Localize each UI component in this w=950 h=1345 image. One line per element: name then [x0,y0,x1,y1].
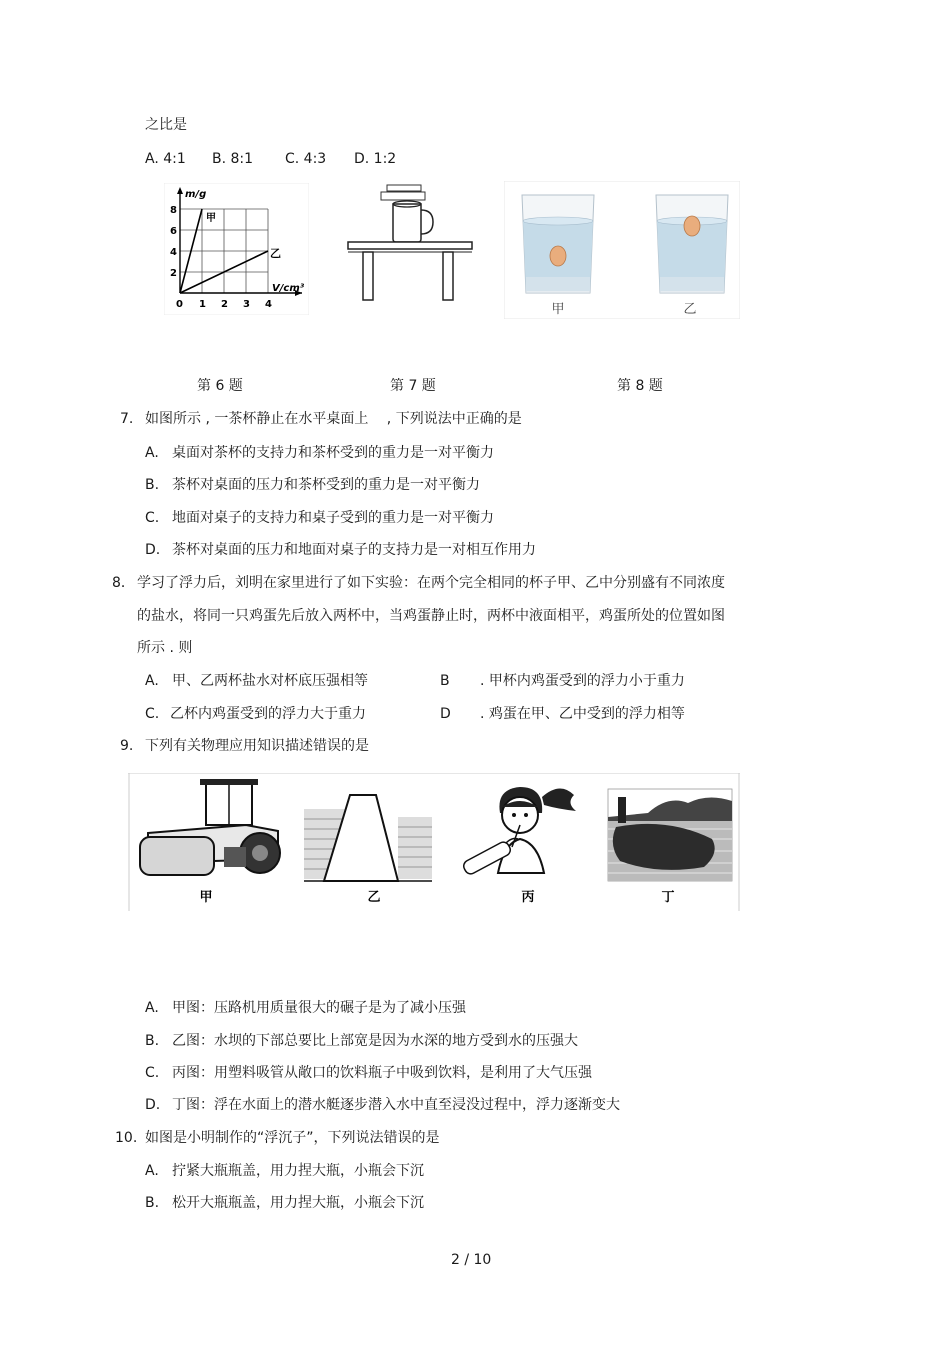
q8-stem-line3: 所示 . 则 [137,640,193,656]
page-number: 2 / 10 [451,1252,492,1268]
q8-option-c: 乙杯内鸡蛋受到的浮力大于重力 [170,706,366,722]
q8-stem-line2: 的盐水，将同一只鸡蛋先后放入两杯中，当鸡蛋静止时，两杯中液面相平，鸡蛋所处的位置如图 [137,608,725,624]
graph-ytick: 4 [170,247,177,258]
q8-option-a-letter: A. [145,673,159,689]
q7-option-c-letter: C. [145,510,160,526]
q10-option-a: 拧紧大瓶瓶盖，用力捏大瓶，小瓶会下沉 [172,1163,424,1179]
q6-option-d: D. 1:2 [354,151,397,167]
mass-volume-graph [164,183,309,315]
q7-option-d: 茶杯对桌面的压力和地面对桌子的支持力是一对相互作用力 [172,542,536,558]
q8-option-a: 甲、乙两杯盐水对杯底压强相等 [172,673,368,689]
egg-sunk-icon [550,246,566,266]
q10-number: 10. [115,1130,138,1146]
q8-option-b-letter: B [440,673,450,689]
q8-option-c-letter: C. [145,706,160,722]
graph-xtick: 0 [176,299,183,310]
q6-option-a: A. 4:1 [145,151,186,167]
road-roller-icon [140,779,280,875]
graph-label-jia: 甲 [206,213,216,224]
q8-option-b: . 甲杯内鸡蛋受到的浮力小于重力 [480,673,685,689]
q7-option-d-letter: D. [145,542,161,558]
q9-option-d: 丁图：浮在水面上的潜水艇逐步潜入水中直至浸没过程中，浮力逐渐变大 [172,1097,620,1113]
graph-ytick: 6 [170,226,177,237]
q6-option-b: B. 8:1 [212,151,254,167]
fig9-label-yi: 乙 [367,890,381,905]
q8-number: 8． [112,575,135,591]
q10-option-a-letter: A. [145,1163,159,1179]
q6-stem-end: 之比是 [145,117,187,133]
q7-number: 7. [120,411,134,427]
teacup-icon [393,204,421,242]
fig8-label-yi: 乙 [683,302,697,317]
q9-option-d-letter: D. [145,1097,161,1113]
fig9-label-jia: 甲 [199,890,213,905]
caption-q8: 第 8 题 [617,378,663,394]
q10-option-b: 松开大瓶瓶盖，用力捏大瓶，小瓶会下沉 [172,1195,424,1211]
graph-ylabel: m/g [185,189,207,200]
q9-option-c-letter: C. [145,1065,160,1081]
q7-option-a-letter: A. [145,445,159,461]
egg-suspended-icon [684,216,700,236]
graph-xtick: 3 [243,299,250,310]
q8-option-d: . 鸡蛋在甲、乙中受到的浮力相等 [480,706,685,722]
q7-option-c: 地面对桌子的支持力和桌子受到的重力是一对平衡力 [172,510,494,526]
q9-stem: 下列有关物理应用知识描述错误的是 [145,738,369,754]
girl-drinking-icon [462,787,576,876]
q9-option-b: 乙图：水坝的下部总要比上部宽是因为水深的地方受到水的压强大 [172,1033,578,1049]
teacup-on-table-figure [345,182,475,304]
physics-applications-figure [128,773,740,911]
submarine-icon [608,789,732,881]
q9-option-b-letter: B. [145,1033,160,1049]
graph-xtick: 4 [265,299,272,310]
q9-option-a: 甲图：压路机用质量很大的碾子是为了减小压强 [172,1000,466,1016]
q9-option-c: 丙图：用塑料吸管从敞口的饮料瓶子中吸到饮料，是利用了大气压强 [172,1065,592,1081]
dam-icon [304,795,432,881]
q8-option-d-letter: D [440,706,451,722]
graph-label-yi: 乙 [270,247,281,260]
q10-stem: 如图是小明制作的“浮沉子”，下列说法错误的是 [145,1130,440,1146]
graph-ytick: 8 [170,205,177,216]
eggs-in-salt-water-figure [504,181,740,319]
q7-option-b: 茶杯对桌面的压力和茶杯受到的重力是一对平衡力 [172,477,480,493]
table-top [348,242,472,249]
q6-option-c: C. 4:3 [285,151,327,167]
caption-q7: 第 7 题 [390,378,436,394]
q7-option-a: 桌面对茶杯的支持力和茶杯受到的重力是一对平衡力 [172,445,494,461]
q7-option-b-letter: B. [145,477,160,493]
graph-ytick: 2 [170,268,177,279]
graph-xlabel: V/cm³ [272,283,305,294]
q9-number: 9. [120,738,134,754]
q8-stem-line1: 学习了浮力后，刘明在家里进行了如下实验：在两个完全相同的杯子甲、乙中分别盛有不同浓度 [137,575,725,591]
q10-option-b-letter: B. [145,1195,160,1211]
fig9-label-ding: 丁 [661,890,675,905]
fig8-label-jia: 甲 [551,302,565,317]
graph-xtick: 2 [221,299,228,310]
graph-xtick: 1 [199,299,206,310]
q9-option-a-letter: A. [145,1000,159,1016]
fig9-label-bing: 丙 [521,890,535,905]
q7-stem: 如图所示 , 一茶杯静止在水平桌面上 , 下列说法中正确的是 [145,411,522,427]
caption-q6: 第 6 题 [197,378,243,394]
